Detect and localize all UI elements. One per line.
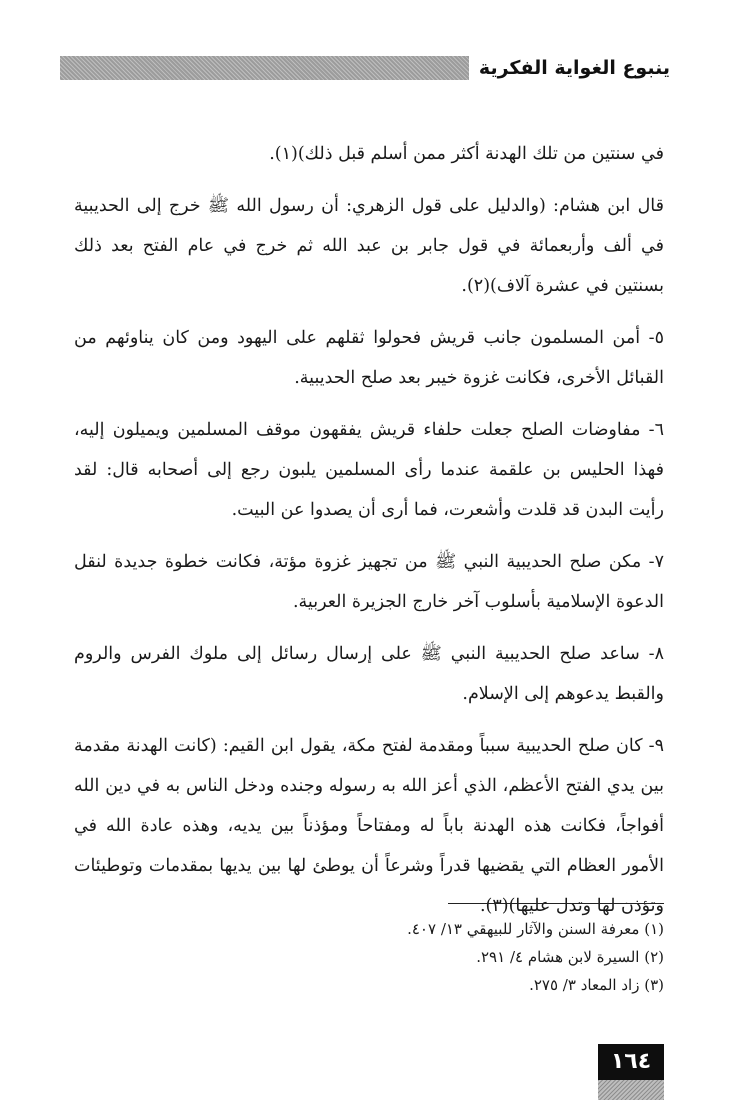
footnotes bbox=[74, 915, 664, 999]
footnote-1: (١) معرفة السنن والآثار للبيهقي ١٣/ ٤٠٧. bbox=[407, 920, 664, 938]
footnote-2: (٢) السيرة لابن هشام ٤/ ٢٩١. bbox=[476, 948, 664, 966]
header-decorative-bar bbox=[60, 56, 469, 80]
paragraph-point-5: ٥- أمن المسلمون جانب قريش فحولوا ثقلهم على اليهود ومن كان يناوئهم من القبائل الأخرى، فكانت غزوة خيبر بعد صلح الحديبية. bbox=[74, 328, 664, 388]
footnote-divider bbox=[448, 903, 664, 904]
paragraph-ibn-hisham-quote: قال ابن هشام: (والدليل على قول الزهري: أن رسول الله ﷺ خرج إلى الحديبية في ألف وأربعمائة في قول جابر بن عبد الله ثم خرج في عام الفتح بعد ذلك بسنتين في عشرة آلاف)(٢). bbox=[74, 196, 664, 296]
paragraph-point-6: ٦- مفاوضات الصلح جعلت حلفاء قريش يفقهون موقف المسلمين ويميلون إليه، فهذا الحليس بن علقمة عندما رأى المسلمين يلبون رجع إلى أصحابه قال: لقد رأيت البدن قد قلدت وأشعرت، فما أرى أن يصدوا عن البيت. bbox=[74, 420, 664, 520]
paragraph-point-8: ٨- ساعد صلح الحديبية النبي ﷺ على إرسال رسائل إلى ملوك الفرس والروم والقبط يدعوهم إلى الإسلام. bbox=[74, 644, 664, 704]
running-header bbox=[60, 52, 670, 84]
page-number-decoration bbox=[598, 1080, 664, 1100]
book-title: ينبوع الغواية الفكرية bbox=[478, 57, 670, 79]
page-number: ١٦٤ bbox=[598, 1044, 664, 1080]
body-text bbox=[74, 134, 664, 938]
paragraph-point-7: ٧- مكن صلح الحديبية النبي ﷺ من تجهيز غزوة مؤتة، فكانت خطوة جديدة لنقل الدعوة الإسلامية بأسلوب آخر خارج الجزيرة العربية. bbox=[74, 552, 664, 612]
footnote-3: (٣) زاد المعاد ٣/ ٢٧٥. bbox=[529, 976, 664, 994]
paragraph-continuation: في سنتين من تلك الهدنة أكثر ممن أسلم قبل ذلك)(١). bbox=[269, 144, 664, 164]
paragraph-point-9: ٩- كان صلح الحديبية سبباً ومقدمة لفتح مكة، يقول ابن القيم: (كانت الهدنة مقدمة بين يدي الفتح الأعظم، الذي أعز الله به رسوله وجنده ودخل الناس به في دين الله أفواجاً، فكانت هذه الهدنة باباً له ومفتاحاً ومؤذناً بين يديه، وهذه عادة الله في الأمور العظام التي يقضيها قدراً وشرعاً أن يوطئ لها بين يديها بمقدمات وتوطيئات وتؤذن لها وتدل عليها)(٣). bbox=[74, 736, 664, 916]
